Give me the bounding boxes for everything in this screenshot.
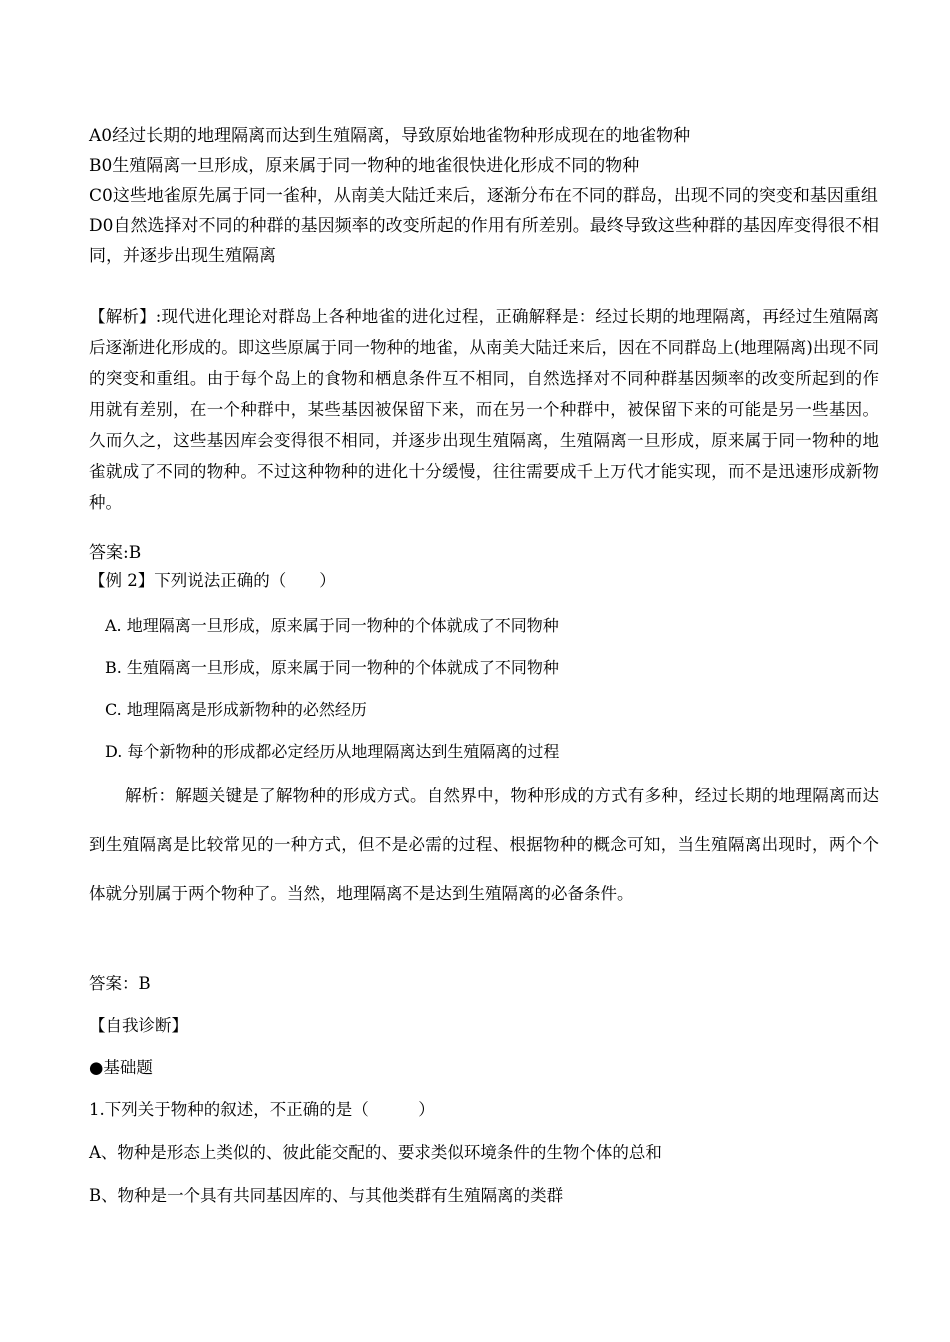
ex1-option-c: C0这些地雀原先属于同一雀种，从南美大陆迁来后，逐渐分布在不同的群岛，出现不同的突变和基因重组 xyxy=(89,186,878,206)
example1-options xyxy=(89,121,879,271)
ex2-option-b: B. 生殖隔离一旦形成，原来属于同一物种的个体就成了不同物种 xyxy=(105,658,559,677)
ex1-option-b: B0生殖隔离一旦形成，原来属于同一物种的地雀很快进化形成不同的物种 xyxy=(89,156,640,176)
question-1-option-b: B、物种是一个具有共同基因库的、与其他类群有生殖隔离的类群 xyxy=(89,1186,564,1205)
ex1-option-d: D0自然选择对不同的种群的基因频率的改变所起的作用有所差别。最终导致这些种群的基因库变得很不相同，并逐步出现生殖隔离 xyxy=(89,216,879,266)
basic-section-label: ●基础题 xyxy=(89,1058,153,1077)
ex2-option-d: D. 每个新物种的形成都必定经历从地理隔离达到生殖隔离的过程 xyxy=(105,742,560,761)
ex1-answer: 答案:B xyxy=(89,543,142,563)
ex1-option-a: A0经过长期的地理隔离而达到生殖隔离，导致原始地雀物种形成现在的地雀物种 xyxy=(89,126,691,146)
ex1-analysis: 【解析】:现代进化理论对群岛上各种地雀的进化过程，正确解释是：经过长期的地理隔离，再经过生殖隔离后逐渐进化形成的。即这些原属于同一物种的地雀，从南美大陆迁来后，因在不同群岛上(地理隔离)出现不同的突变和重组。由于每个岛上的食物和栖息条件互不相同，自然选择对不同种群基因频率的改变所起到的作用就有差别，在一个种群中，某些基因被保留下来，而在另一个种群中，被保留下来的可能是另一些基因。久而久之，这些基因库会变得很不相同，并逐步出现生殖隔离，生殖隔离一旦形成，原来属于同一物种的地雀就成了不同的物种。不过这种物种的进化十分缓慢，往往需要成千上万代才能实现，而不是迅速形成新物种。 xyxy=(89,307,879,512)
ex2-question: 【例 2】下列说法正确的（ ） xyxy=(89,571,336,590)
question-1-option-a: A、物种是形态上类似的、彼此能交配的、要求类似环境条件的生物个体的总和 xyxy=(89,1143,662,1162)
ex2-option-a: A. 地理隔离一旦形成，原来属于同一物种的个体就成了不同物种 xyxy=(105,616,559,635)
ex2-analysis: 解析：解题关键是了解物种的形成方式。自然界中，物种形成的方式有多种，经过长期的地理隔离而达到生殖隔离是比较常见的一种方式，但不是必需的过程、根据物种的概念可知，当生殖隔离出现时，两个个体就分别属于两个物种了。当然，地理隔离不是达到生殖隔离的必备条件。 xyxy=(89,786,879,903)
self-diagnosis-title: 【自我诊断】 xyxy=(89,1016,188,1035)
ex2-option-c: C. 地理隔离是形成新物种的必然经历 xyxy=(105,700,367,719)
question-1: 1.下列关于物种的叙述，不正确的是（ ） xyxy=(89,1100,435,1119)
ex2-answer: 答案：B xyxy=(89,974,151,993)
